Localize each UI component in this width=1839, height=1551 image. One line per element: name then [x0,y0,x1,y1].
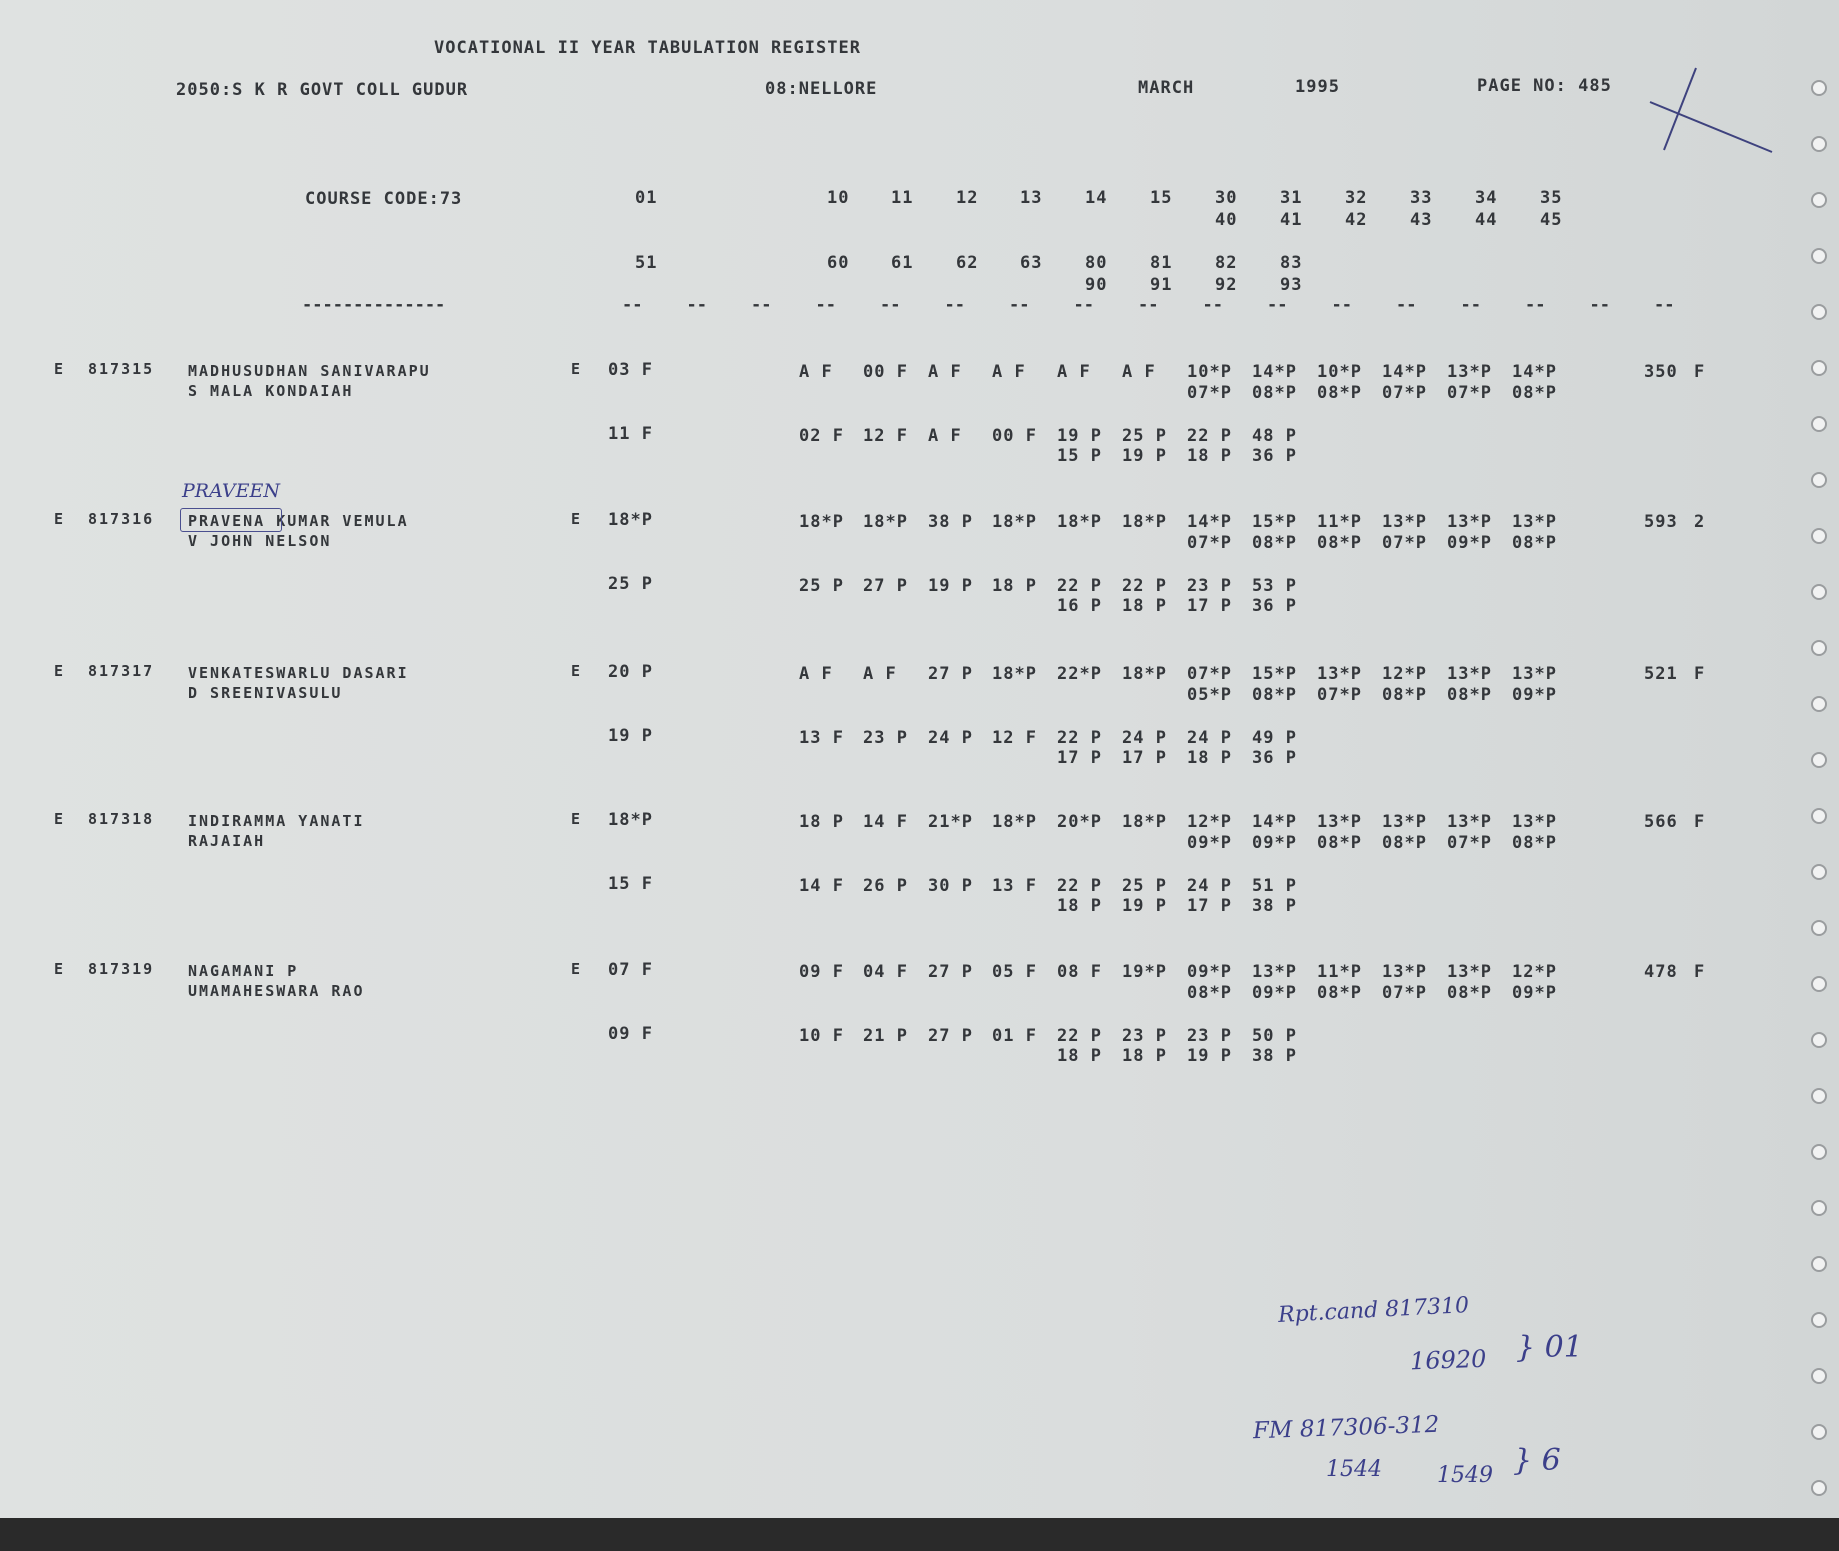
col-header-dash: -- [815,295,836,315]
score-cell: 12 F [992,728,1037,748]
register-title: VOCATIONAL II YEAR TABULATION REGISTER [434,38,861,58]
col-header-number: 11 [891,188,914,208]
score-cell: A F [799,664,833,684]
page-number: PAGE NO: 485 [1477,76,1612,96]
binder-hole [1811,528,1827,544]
score-cell: 08*P [1447,685,1492,705]
col-header-number: 90 [1085,275,1108,295]
record-tag: E [54,960,66,978]
col-header-number: 91 [1150,275,1173,295]
score-cell: 18*P [1122,512,1167,532]
result-code: F [1694,362,1706,382]
student-name: NAGAMANI P [188,962,299,980]
binder-hole [1811,808,1827,824]
col-header-dash: -- [686,295,707,315]
score-cell: 07*P [1447,833,1492,853]
score-cell: 18 P [1187,446,1232,466]
score-cell: 36 P [1252,446,1297,466]
score-cell: 21 P [863,1026,908,1046]
binder-hole [1811,1200,1827,1216]
binder-hole [1811,472,1827,488]
score-cell: 18 P [1187,748,1232,768]
score-cell: 14*P [1382,362,1427,382]
student-name: INDIRAMMA YANATI [188,812,365,830]
score-cell: 25 P [1122,876,1167,896]
record-tag: E [54,662,66,680]
score-cell: 20 P [608,662,653,682]
total-marks: 593 [1644,512,1678,532]
roll-number: 817315 [88,360,155,378]
col-header-number: 45 [1540,210,1563,230]
col-header-number: 12 [956,188,979,208]
score-cell: 18*P [1122,812,1167,832]
binder-hole [1811,640,1827,656]
score-cell: 13*P [1382,962,1427,982]
score-cell: 13 F [992,876,1037,896]
col-header-number: 81 [1150,253,1173,273]
score-cell: 13*P [1512,664,1557,684]
score-cell: 14*P [1187,512,1232,532]
score-cell: 18*P [992,512,1037,532]
score-cell: 27 P [928,962,973,982]
student-name: PRAVENA KUMAR VEMULA [188,512,409,530]
score-cell: 09*P [1512,983,1557,1003]
score-cell: 18*P [1057,512,1102,532]
score-cell: 07*P [1382,533,1427,553]
score-cell: 13 F [799,728,844,748]
col-header-number: 61 [891,253,914,273]
col-header-number: 01 [635,188,658,208]
score-cell: 48 P [1252,426,1297,446]
col-header-number: 60 [827,253,850,273]
score-cell: 05 F [992,962,1037,982]
record-tag: E [54,810,66,828]
note-count-2a: 1544 [1326,1457,1382,1482]
score-cell: 15*P [1252,512,1297,532]
col-header-number: 40 [1215,210,1238,230]
score-cell: 05*P [1187,685,1232,705]
col-header-dash: -- [944,295,965,315]
score-cell: 07 F [608,960,653,980]
note-count-1: 16920 [1409,1344,1487,1376]
score-cell: 08*P [1512,533,1557,553]
binder-hole [1811,1312,1827,1328]
score-cell: A F [928,362,962,382]
score-cell: 08*P [1252,685,1297,705]
score-cell: 09*P [1187,833,1232,853]
result-code: 2 [1694,512,1706,532]
score-cell: 27 P [928,664,973,684]
score-cell: 13*P [1382,512,1427,532]
score-cell: 24 P [928,728,973,748]
binder-hole [1811,1480,1827,1496]
col-header-dash: -- [1009,295,1030,315]
score-cell: 38 P [1252,1046,1297,1066]
note-count-2b: 1549 [1437,1463,1493,1488]
parent-name: UMAMAHESWARA RAO [188,982,365,1000]
col-header-number: 51 [635,253,658,273]
col-header-dash: -- [1202,295,1223,315]
col-header-dash: -- [1525,295,1546,315]
result-code: F [1694,812,1706,832]
note-repeat-candidate: Rpt.cand 817310 [1277,1293,1470,1328]
score-cell: 13*P [1447,512,1492,532]
score-cell: 03 F [608,360,653,380]
binder-hole [1811,1032,1827,1048]
score-cell: 00 F [992,426,1037,446]
col-header-dash: -- [880,295,901,315]
col-header-number: 80 [1085,253,1108,273]
score-cell: 13*P [1252,962,1297,982]
score-cell: 12 F [863,426,908,446]
binder-hole [1811,864,1827,880]
parent-name: RAJAIAH [188,832,266,850]
total-marks: 478 [1644,962,1678,982]
col-header-number: 14 [1085,188,1108,208]
score-cell: 15*P [1252,664,1297,684]
score-cell: 08*P [1512,833,1557,853]
score-cell: 17 P [1187,896,1232,916]
score-cell: 13*P [1317,812,1362,832]
binder-hole [1811,192,1827,208]
score-cell: 18*P [992,664,1037,684]
parent-name: D SREENIVASULU [188,684,343,702]
total-marks: 521 [1644,664,1678,684]
score-cell: 08*P [1252,533,1297,553]
score-cell: 08*P [1447,983,1492,1003]
col-header-number: 63 [1020,253,1043,273]
score-cell: 04 F [863,962,908,982]
score-cell: 07*P [1187,533,1232,553]
score-cell: 08*P [1252,383,1297,403]
total-marks: 350 [1644,362,1678,382]
score-cell: 50 P [1252,1026,1297,1046]
score-cell: 11*P [1317,962,1362,982]
college-label: 2050:S K R GOVT COLL GUDUR [176,80,469,100]
score-cell: 07*P [1382,383,1427,403]
score-cell: 02 F [799,426,844,446]
medium-code: E [571,510,583,528]
score-cell: 19 P [608,726,653,746]
binder-hole [1811,752,1827,768]
score-cell: 51 P [1252,876,1297,896]
score-cell: 25 P [799,576,844,596]
score-cell: 18*P [799,512,844,532]
score-cell: 09*P [1187,962,1232,982]
score-cell: 08*P [1317,833,1362,853]
score-cell: 09 F [799,962,844,982]
score-cell: 18 P [799,812,844,832]
score-cell: 36 P [1252,748,1297,768]
score-cell: 13*P [1382,812,1427,832]
score-cell: 27 P [863,576,908,596]
score-cell: 17 P [1057,748,1102,768]
score-cell: 00 F [863,362,908,382]
score-cell: 08 F [1057,962,1102,982]
score-cell: 18 P [1122,1046,1167,1066]
col-header-dash: -- [1331,295,1352,315]
score-cell: 01 F [992,1026,1037,1046]
score-cell: 13*P [1512,512,1557,532]
score-cell: 15 P [1057,446,1102,466]
score-cell: 13*P [1512,812,1557,832]
binder-hole [1811,976,1827,992]
roll-number: 817319 [88,960,155,978]
binder-hole [1811,920,1827,936]
binder-hole [1811,584,1827,600]
parent-name: V JOHN NELSON [188,532,332,550]
score-cell: 22 P [1057,876,1102,896]
score-cell: 20*P [1057,812,1102,832]
binder-hole [1811,136,1827,152]
exam-year: 1995 [1295,77,1340,97]
score-cell: 09*P [1252,983,1297,1003]
score-cell: 21*P [928,812,973,832]
score-cell: 08*P [1317,983,1362,1003]
score-cell: 17 P [1187,596,1232,616]
score-cell: 24 P [1122,728,1167,748]
page-bottom-edge [0,1518,1839,1551]
score-cell: 18*P [863,512,908,532]
col-header-dash: -- [1589,295,1610,315]
score-cell: A F [992,362,1026,382]
score-cell: 16 P [1057,596,1102,616]
score-cell: 14 F [863,812,908,832]
score-cell: 14*P [1252,812,1297,832]
col-header-number: 31 [1280,188,1303,208]
score-cell: 18 P [992,576,1037,596]
score-cell: 25 P [1122,426,1167,446]
score-cell: 14 F [799,876,844,896]
score-cell: 14*P [1252,362,1297,382]
score-cell: A F [928,426,962,446]
score-cell: 08*P [1512,383,1557,403]
score-cell: 09*P [1447,533,1492,553]
score-cell: 10*P [1317,362,1362,382]
roll-number: 817317 [88,662,155,680]
name-correction-box [180,508,282,532]
student-name: VENKATESWARLU DASARI [188,664,409,682]
col-header-dash: -- [1138,295,1159,315]
score-cell: 19 P [1122,446,1167,466]
parent-name: S MALA KONDAIAH [188,382,354,400]
score-cell: 49 P [1252,728,1297,748]
binder-hole [1811,1424,1827,1440]
score-cell: 15 F [608,874,653,894]
score-cell: 22 P [1187,426,1232,446]
score-cell: 07*P [1382,983,1427,1003]
medium-code: E [571,810,583,828]
col-header-number: 10 [827,188,850,208]
score-cell: 18 P [1057,896,1102,916]
score-cell: 23 P [1122,1026,1167,1046]
score-cell: 08*P [1382,685,1427,705]
score-cell: 19 P [928,576,973,596]
score-cell: 22 P [1122,576,1167,596]
col-header-number: 41 [1280,210,1303,230]
score-cell: 26 P [863,876,908,896]
col-header-dash: -- [751,295,772,315]
col-header-dash: -- [1460,295,1481,315]
score-cell: 19*P [1122,962,1167,982]
score-cell: 10 F [799,1026,844,1046]
medium-code: E [571,662,583,680]
score-cell: 23 P [1187,576,1232,596]
result-code: F [1694,664,1706,684]
col-header-number: 13 [1020,188,1043,208]
exam-month: MARCH [1138,78,1195,98]
binder-hole [1811,1144,1827,1160]
district-label: 08:NELLORE [765,79,878,99]
record-tag: E [54,510,66,528]
score-cell: 07*P [1187,383,1232,403]
score-cell: 13*P [1447,962,1492,982]
binder-hole [1811,80,1827,96]
medium-code: E [571,960,583,978]
score-cell: 09*P [1512,685,1557,705]
col-header-dash: -- [1396,295,1417,315]
total-marks: 566 [1644,812,1678,832]
col-header-number: 35 [1540,188,1563,208]
score-cell: 17 P [1122,748,1167,768]
score-cell: 30 P [928,876,973,896]
score-cell: A F [1057,362,1091,382]
col-header-number: 34 [1475,188,1498,208]
score-cell: 14*P [1512,362,1557,382]
score-cell: 24 P [1187,728,1232,748]
score-cell: 25 P [608,574,653,594]
col-header-number: 82 [1215,253,1238,273]
score-cell: 18*P [1122,664,1167,684]
score-cell: 13*P [1447,664,1492,684]
record-tag: E [54,360,66,378]
col-header-dash: -- [1267,295,1288,315]
score-cell: A F [1122,362,1156,382]
score-cell: 12*P [1187,812,1232,832]
score-cell: 18*P [992,812,1037,832]
score-cell: 08*P [1382,833,1427,853]
note-fm-range: FM 817306-312 [1252,1411,1440,1445]
cross-mark [1640,60,1780,160]
col-header-number: 93 [1280,275,1303,295]
binder-hole [1811,1256,1827,1272]
score-cell: 11*P [1317,512,1362,532]
col-header-number: 83 [1280,253,1303,273]
binder-hole [1811,304,1827,320]
score-cell: 23 P [863,728,908,748]
result-code: F [1694,962,1706,982]
roll-number: 817318 [88,810,155,828]
score-cell: 36 P [1252,596,1297,616]
score-cell: 22 P [1057,576,1102,596]
col-header-number: 15 [1150,188,1173,208]
score-cell: 08*P [1317,533,1362,553]
score-cell: 38 P [1252,896,1297,916]
course-code: COURSE CODE:73 [305,189,463,209]
score-cell: A F [799,362,833,382]
score-cell: 19 P [1057,426,1102,446]
score-cell: 27 P [928,1026,973,1046]
col-header-number: 33 [1410,188,1433,208]
binder-hole [1811,696,1827,712]
score-cell: 18 P [1057,1046,1102,1066]
score-cell: 24 P [1187,876,1232,896]
score-cell: A F [863,664,897,684]
score-cell: 13*P [1447,362,1492,382]
binder-hole [1811,248,1827,264]
score-cell: 22 P [1057,1026,1102,1046]
score-cell: 12*P [1382,664,1427,684]
col-header-number: 43 [1410,210,1433,230]
score-cell: 07*P [1317,685,1362,705]
col-header-dash: -- [622,295,643,315]
score-cell: 13*P [1447,812,1492,832]
score-cell: 08*P [1317,383,1362,403]
score-cell: 18 P [1122,596,1167,616]
col-header-number: 62 [956,253,979,273]
score-cell: 38 P [928,512,973,532]
binder-hole [1811,360,1827,376]
score-cell: 18*P [608,510,653,530]
score-cell: 53 P [1252,576,1297,596]
col-header-number: 30 [1215,188,1238,208]
col-header-number: 92 [1215,275,1238,295]
score-cell: 08*P [1187,983,1232,1003]
binder-hole [1811,416,1827,432]
score-cell: 07*P [1187,664,1232,684]
medium-code: E [571,360,583,378]
score-cell: 11 F [608,424,653,444]
score-cell: 19 P [1122,896,1167,916]
col-header-dash: -- [1073,295,1094,315]
col-header-number: 32 [1345,188,1368,208]
score-cell: 12*P [1512,962,1557,982]
score-cell: 22*P [1057,664,1102,684]
score-cell: 23 P [1187,1026,1232,1046]
score-cell: 09 F [608,1024,653,1044]
col-header-number: 44 [1475,210,1498,230]
binder-hole [1811,1368,1827,1384]
note-brace-1: } 01 [1516,1330,1583,1365]
note-brace-2: } 6 [1513,1443,1561,1478]
score-cell: 18*P [608,810,653,830]
score-cell: 22 P [1057,728,1102,748]
roll-number: 817316 [88,510,155,528]
score-cell: 19 P [1187,1046,1232,1066]
col-header-number: 42 [1345,210,1368,230]
score-cell: 07*P [1447,383,1492,403]
student-name: MADHUSUDHAN SANIVARAPU [188,362,431,380]
score-cell: 13*P [1317,664,1362,684]
binder-hole [1811,1088,1827,1104]
score-cell: 09*P [1252,833,1297,853]
col-header-dash: -- [1654,295,1675,315]
course-underline: -------------- [302,295,446,315]
name-correction-note: PRAVEEN [182,480,280,502]
score-cell: 10*P [1187,362,1232,382]
